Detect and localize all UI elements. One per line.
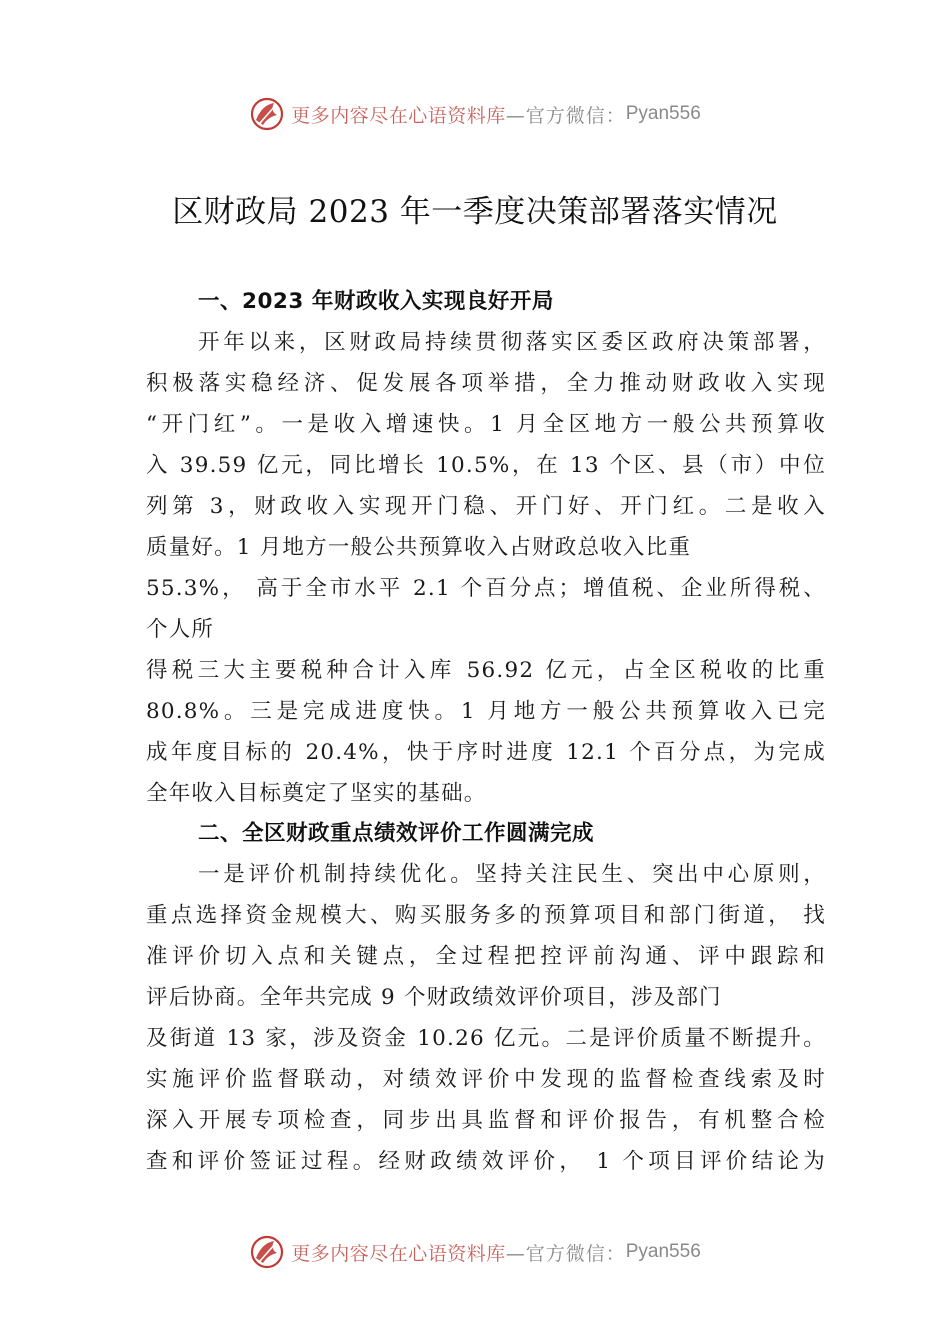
watermark-brand-text: 更多内容尽在心语资料库 [291,1242,506,1265]
body-line: 入 39.59 亿元，同比增长 10.5%，在 13 个区、县（市）中位 [146,453,826,478]
watermark-wechat-label: —官方微信： [505,1242,626,1265]
document-body [146,282,826,1182]
body-line: 质量好。1 月地方一般公共预算收入占财政总收入比重 [146,535,692,560]
watermark-brand-text: 更多内容尽在心语资料库 [291,104,506,127]
watermark-wechat-label: —官方微信： [505,104,626,127]
watermark-header [0,96,950,132]
body-line: 得税三大主要税种合计入库 56.92 亿元，占全区税收的比重 [146,658,826,683]
watermark-footer [0,1234,950,1270]
body-line: 积极落实稳经济、促发展各项举措，全力推动财政收入实现 [146,371,826,396]
body-line: 一是评价机制持续优化。坚持关注民生、突出中心原则， [198,862,826,887]
body-line: 成年度目标的 20.4%，快于序时进度 12.1 个百分点，为完成 [146,740,826,765]
body-line: 重点选择资金规模大、购买服务多的预算项目和部门街道， 找 [146,903,826,928]
body-line: “开门红”。一是收入增速快。1 月全区地方一般公共预算收 [146,412,826,437]
body-line: 开年以来，区财政局持续贯彻落实区委区政府决策部署， [198,330,826,355]
body-line: 80.8%。三是完成进度快。1 月地方一般公共预算收入已完 [146,699,826,724]
body-line: 评后协商。全年共完成 9 个财政绩效评价项目，涉及部门 [146,985,722,1010]
body-line: 全年收入目标奠定了坚实的基础。 [146,781,487,806]
body-line: 列第 3，财政收入实现开门稳、开门好、开门红。二是收入 [146,494,826,519]
body-line: 深入开展专项检查，同步出具监督和评价报告，有机整合检 [146,1108,826,1133]
document-title: 区财政局 2023 年一季度决策部署落实情况 [172,194,778,230]
body-line: 准评价切入点和关键点，全过程把控评前沟通、评中跟踪和 [146,944,826,969]
section-heading-1: 一、2023 年财政收入实现良好开局 [198,289,554,314]
body-line: 55.3%， 高于全市水平 2.1 个百分点；增值税、企业所得税、 [146,576,826,601]
body-line: 实施评价监督联动，对绩效评价中发现的监督检查线索及时 [146,1067,826,1092]
watermark-wechat-id: Pyan556 [625,103,701,124]
body-line: 查和评价签证过程。经财政绩效评价， 1 个项目评价结论为 [146,1149,826,1174]
watermark-wechat-id: Pyan556 [625,1241,701,1262]
body-line: 及街道 13 家，涉及资金 10.26 亿元。二是评价质量不断提升。 [146,1026,826,1051]
brand-seal-icon [249,96,285,132]
body-line: 个人所 [146,617,215,642]
section-heading-2: 二、全区财政重点绩效评价工作圆满完成 [198,821,595,846]
brand-seal-icon [249,1234,285,1270]
